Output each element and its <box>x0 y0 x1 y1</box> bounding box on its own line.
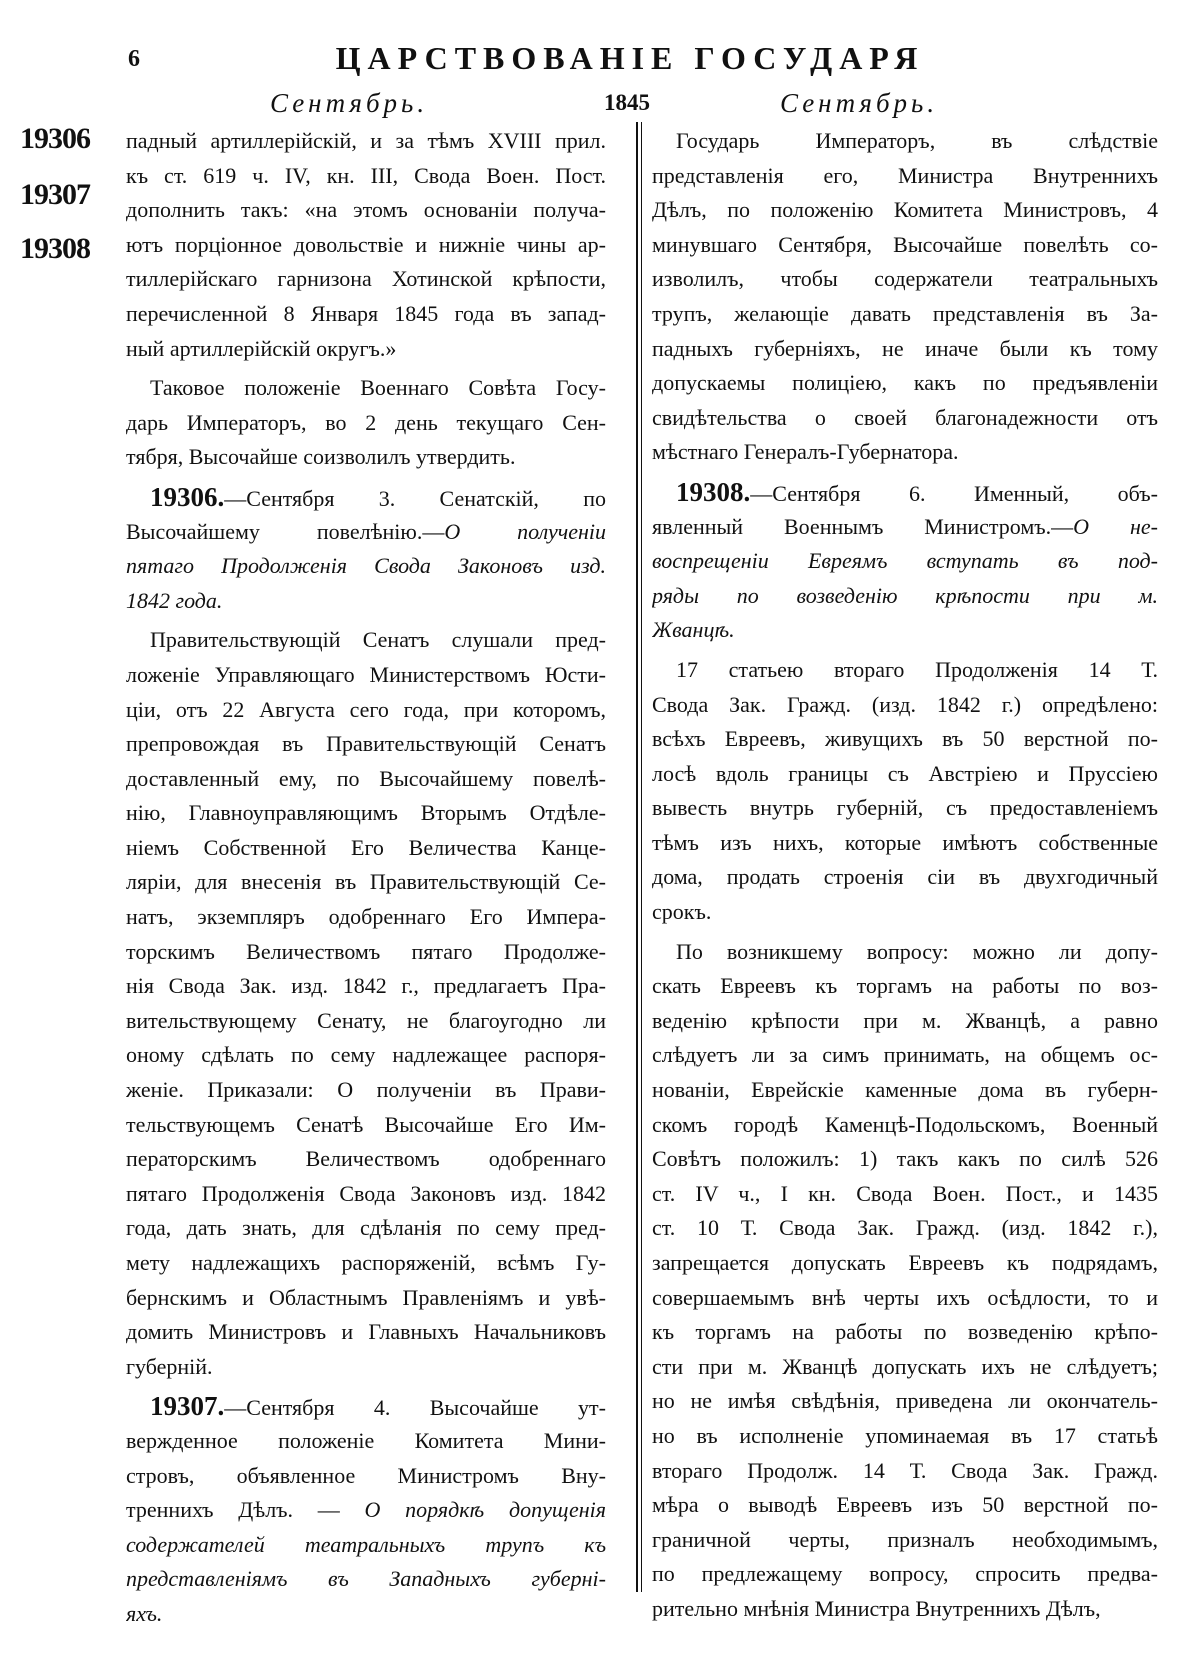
paragraph <box>652 475 1158 648</box>
margin-number: 19308 <box>20 232 90 265</box>
text-line: мѣстнаго Генералъ-Губернатора. <box>652 439 959 465</box>
text-line <box>652 579 1158 614</box>
text-line <box>126 1493 606 1528</box>
text-line: тиллерійскаго гарнизона Хотинской крѣпости, <box>126 266 606 292</box>
text-segment: Высочайшему повелѣнію.— <box>126 518 445 544</box>
text-line: падныхъ губерніяхъ, не иначе были къ тому <box>652 335 1158 361</box>
page-number: 6 <box>128 46 140 72</box>
text-line: дополнить такъ: «на этомъ основаніи получа- <box>126 197 606 223</box>
text-line: изволилъ, чтобы содержатели театральныхъ <box>652 266 1158 292</box>
text-segment: —Сентября 4. Высочайше ут- <box>224 1395 606 1421</box>
text-line: свидѣтельства о своей благонадежности отъ <box>652 404 1158 430</box>
text-line: нованіи, Еврейскіе каменные дома въ губерн- <box>652 1077 1158 1103</box>
text-segment: явленный Военнымъ Министромъ.— <box>652 513 1074 539</box>
text-line: домить Министровъ и Главныхъ Начальниковъ <box>126 1319 606 1345</box>
text-line <box>126 584 606 619</box>
text-line: ляріи, для внесенія въ Правительствующій Се- <box>126 869 606 895</box>
text-line: мѣра о выводѣ Евреевъ изъ 50 верстной по- <box>652 1492 1158 1518</box>
paragraph <box>126 371 606 475</box>
text-line: 17 статьею втораго Продолженія 14 Т. <box>676 656 1158 682</box>
text-line: всѣхъ Евреевъ, живущихъ въ 50 верстной по- <box>652 726 1158 752</box>
text-line: запрещается допускать Евреевъ къ подрядамъ, <box>652 1250 1158 1275</box>
text-line: Совѣтъ положилъ: 1) такъ какъ по силѣ 526 <box>652 1146 1158 1172</box>
text-line: Дѣлъ, по положенію Комитета Министровъ, 4 <box>652 197 1158 223</box>
margin-number: 19307 <box>20 178 90 211</box>
italic-heading: воспрещеніи Евреямъ вступать въ под- <box>652 548 1158 574</box>
paragraph <box>652 935 1158 1627</box>
text-line: дарь Императоръ, во 2 день текущаго Сен- <box>126 409 606 435</box>
month-left: Сентябрь. <box>270 88 429 118</box>
paragraph <box>126 480 606 618</box>
italic-heading: О полученіи <box>444 518 606 544</box>
text-line: допускаемы полиціею, какъ по предъявленіи <box>652 370 1158 396</box>
text-line <box>652 510 1158 545</box>
text-line: по предлежащему вопросу, спросить предва- <box>652 1561 1158 1587</box>
text-segment: —Сентября 6. Именный, объ- <box>750 480 1158 506</box>
text-line: ст. 10 Т. Свода Зак. Гражд. (изд. 1842 г.), <box>652 1215 1158 1241</box>
italic-heading: содержателей театральныхъ трупъ къ <box>126 1531 606 1557</box>
text-line: совершаемымъ внѣ черты ихъ осѣдлости, то и <box>652 1284 1158 1310</box>
running-title: ЦАРСТВОВАНІЕ ГОСУДАРЯ <box>335 40 925 76</box>
text-line: лосѣ вдоль границы съ Австріею и Пруссіею <box>652 760 1158 786</box>
text-line <box>126 1528 606 1563</box>
italic-heading: О порядкѣ допущенія <box>364 1497 606 1523</box>
text-line: вительствующему Сенату, не благоугодно ли <box>126 1007 606 1033</box>
text-line: стровъ, объявленное Министромъ Вну- <box>126 1462 606 1488</box>
text-line <box>126 1562 606 1597</box>
text-line <box>126 549 606 584</box>
text-line: женіе. Приказали: О полученіи въ Прави- <box>126 1077 606 1103</box>
text-line: вывесть внутрь губерній, съ предоставленіемъ <box>652 795 1158 821</box>
text-line: втораго Продолж. 14 Т. Свода Зак. Гражд. <box>652 1457 1158 1483</box>
paragraph <box>126 124 606 366</box>
text-line: ютъ порціонное довольствіе и нижніе чины ар- <box>126 231 606 257</box>
text-line: пятаго Продолженія Свода Законовъ изд. 1842 <box>126 1180 606 1206</box>
text-line: Таковое положеніе Военнаго Совѣта Госу- <box>150 375 606 401</box>
text-line: Государь Императоръ, въ слѣдствіе <box>676 128 1158 153</box>
text-line: препровождая въ Правительствующій Сенатъ <box>126 731 606 757</box>
text-line: граничной черты, призналъ необходимымъ, <box>652 1526 1158 1552</box>
text-line: ст. IV ч., I кн. Свода Воен. Пост., и 1435 <box>652 1180 1158 1206</box>
text-segment: —Сентября 3. Сенатскій, по <box>224 485 606 511</box>
italic-heading: ряды по возведенію крѣпости при м. <box>652 582 1158 608</box>
text-line: ніемъ Собственной Его Величества Канце- <box>126 834 606 860</box>
text-line: веденію крѣпости при м. Жванцѣ, а равно <box>652 1007 1158 1033</box>
text-line: скомъ городѣ Каменцѣ-Подольскомъ, Военный <box>652 1111 1158 1137</box>
paragraph <box>126 623 606 1384</box>
text-line: ный артиллерійскій округъ.» <box>126 335 397 361</box>
text-line: скать Евреевъ къ торгамъ на работы по воз- <box>652 973 1158 999</box>
text-line: трупъ, желающіе давать представленія въ За- <box>652 300 1158 326</box>
text-line <box>126 515 606 550</box>
text-line <box>652 544 1158 579</box>
text-line: перечисленной 8 Января 1845 года въ запад- <box>126 300 606 326</box>
italic-heading: Жванцѣ. <box>652 617 735 643</box>
text-line: торскимъ Величествомъ пятаго Продолже- <box>126 938 606 964</box>
text-line: Правительствующій Сенатъ слушали пред- <box>150 627 606 653</box>
text-line: ператорскимъ Величествомъ одобреннаго <box>126 1146 606 1172</box>
text-line: вержденное положеніе Комитета Мини- <box>126 1427 606 1453</box>
text-line: губерній. <box>126 1353 213 1379</box>
right-column <box>652 124 1158 1627</box>
text-segment: треннихъ Дѣлъ. — <box>126 1497 365 1523</box>
paragraph <box>652 653 1158 930</box>
text-line: натъ, экземпляръ одобреннаго Его Импера- <box>126 904 606 930</box>
text-line: но не имѣя свѣдѣнія, приведена ли окончатель- <box>652 1388 1158 1414</box>
left-column <box>126 124 606 1632</box>
text-line: года, дать знать, для сдѣланія по сему пред- <box>126 1215 606 1241</box>
text-line: минувшаго Сентября, Высочайше повелѣть со- <box>652 231 1158 257</box>
text-line <box>126 1389 606 1424</box>
text-line: По возникшему вопросу: можно ли допу- <box>676 938 1158 964</box>
text-line: ложеніе Управляющаго Министерствомъ Юсти- <box>126 661 606 687</box>
text-line: мету надлежащихъ распоряженій, всѣмъ Гу- <box>126 1250 606 1275</box>
text-line: къ ст. 619 ч. IV, кн. III, Свода Воен. Пост. <box>126 162 606 188</box>
text-line: сти при м. Жванцѣ допускать ихъ не слѣдуетъ; <box>652 1353 1158 1379</box>
text-line <box>126 1597 606 1632</box>
paragraph <box>652 124 1158 470</box>
column-divider <box>636 122 642 1592</box>
text-line: ціи, отъ 22 Августа сего года, при которомъ, <box>126 696 606 722</box>
italic-heading: пятаго Продолженія Свода Законовъ изд. <box>126 553 606 579</box>
text-line: нія Свода Зак. изд. 1842 г., предлагаетъ Пра- <box>126 973 606 999</box>
text-line: но въ исполненіе упоминаемая въ 17 статьѣ <box>652 1422 1158 1448</box>
italic-heading: 1842 года. <box>126 587 223 613</box>
text-line: представленія его, Министра Внутреннихъ <box>652 162 1158 188</box>
italic-heading: яхъ. <box>126 1600 163 1626</box>
text-line: доставленный ему, по Высочайшему повелѣ- <box>126 765 606 791</box>
text-line: тѣмъ изъ нихъ, которые имѣютъ собственные <box>652 829 1158 855</box>
text-line <box>652 475 1158 510</box>
text-line: слѣдуетъ ли за симъ принимать, на общемъ ос- <box>652 1042 1158 1068</box>
entry-number: 19307. <box>150 1391 225 1422</box>
text-line: бернскимъ и Областнымъ Правленіямъ и увѣ- <box>126 1284 606 1310</box>
text-line: падный артиллерійскій, и за тѣмъ XVIII прил. <box>126 128 606 153</box>
text-line: тября, Высочайше соизволилъ утвердить. <box>126 444 516 470</box>
text-line: рительно мнѣнія Министра Внутреннихъ Дѣлъ, <box>652 1595 1101 1621</box>
text-line: нію, Главноуправляющимъ Вторымъ Отдѣле- <box>126 800 606 826</box>
italic-heading: О не- <box>1073 513 1158 539</box>
entry-number: 19308. <box>676 476 751 507</box>
margin-number: 19306 <box>20 122 90 155</box>
text-line: тельствующемъ Сенатѣ Высочайше Его Им- <box>126 1111 606 1137</box>
text-line <box>126 480 606 515</box>
text-line: Свода Зак. Гражд. (изд. 1842 г.) опредѣлено: <box>652 691 1158 717</box>
text-line: срокъ. <box>652 899 712 925</box>
year: 1845 <box>604 90 650 115</box>
text-line: дома, продать строенія сіи въ двухгодичный <box>652 864 1158 890</box>
text-line: къ торгамъ на работы по возведенію крѣпо- <box>652 1319 1158 1345</box>
month-right: Сентябрь. <box>780 88 939 118</box>
italic-heading: представленіямъ въ Западныхъ губерні- <box>126 1566 606 1592</box>
text-line <box>652 613 1158 648</box>
text-line: оному сдѣлать по сему надлежащее распоря- <box>126 1042 606 1068</box>
paragraph <box>126 1389 606 1631</box>
entry-number: 19306. <box>150 481 225 512</box>
